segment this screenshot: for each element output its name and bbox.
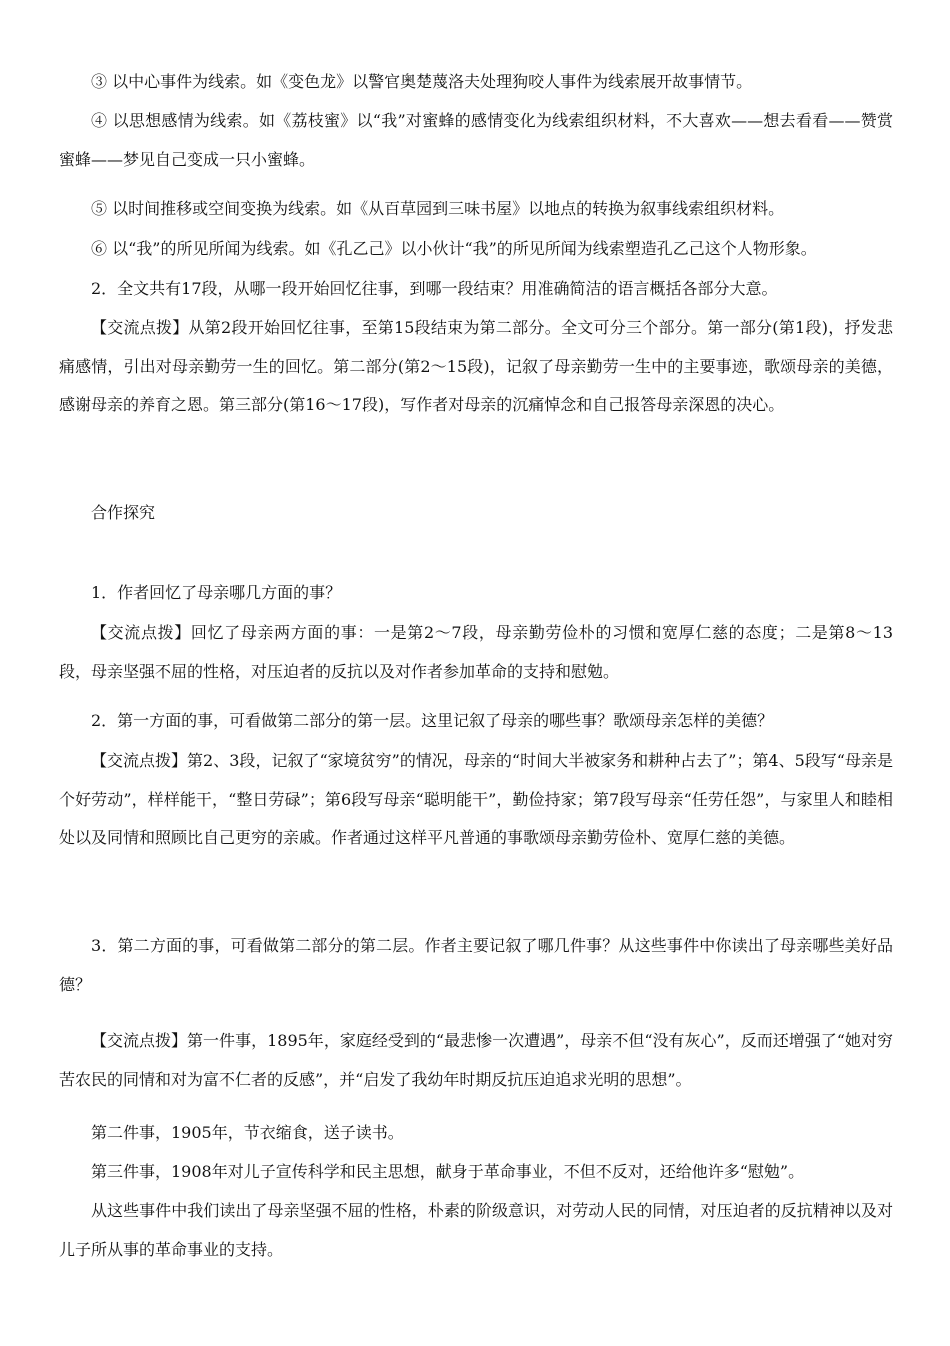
event-2: 第二件事，1905年，节衣缩食，送子读书。 bbox=[91, 1123, 404, 1142]
conclusion: 从这些事件中我们读出了母亲坚强不屈的性格，朴素的阶级意识，对劳动人民的同情，对压迫者的反抗精神以及对儿子所从事的革命事业的支持。 bbox=[59, 1201, 893, 1259]
question-3: 3．第二方面的事，可看做第二部分的第二层。作者主要记叙了哪几件事？从这些事件中你读出了母亲哪些美好品德？ bbox=[59, 936, 893, 994]
clue-item-4: ④ 以思想感情为线索。如《荔枝蜜》以“我”对蜜蜂的感情变化为线索组织材料，不大喜欢——想去看看——赞赏蜜蜂——梦见自己变成一只小蜜蜂。 bbox=[59, 111, 893, 169]
question-2: 2．全文共有17段，从哪一段开始回忆往事，到哪一段结束？用准确简洁的语言概括各部分大意。 bbox=[91, 279, 778, 298]
answer-1: 【交流点拨】回忆了母亲两方面的事：一是第2～7段，母亲勤劳俭朴的习惯和宽厚仁慈的态度；二是第8～13段，母亲坚强不屈的性格，对压迫者的反抗以及对作者参加革命的支持和慰勉。 bbox=[59, 623, 893, 681]
clue-item-3: ③ 以中心事件为线索。如《变色龙》以警官奥楚蔑洛夫处理狗咬人事件为线索展开故事情节。 bbox=[91, 72, 753, 91]
question-1: 1．作者回忆了母亲哪几方面的事？ bbox=[91, 583, 342, 602]
answer-3: 【交流点拨】第一件事，1895年，家庭经受到的“最悲惨一次遭遇”，母亲不但“没有灰心”，反而还增强了“她对穷苦农民的同情和对为富不仁者的反感”，并“启发了我幼年时期反抗压迫追求光明的思想”。 bbox=[59, 1031, 893, 1089]
event-3: 第三件事，1908年对儿子宣传科学和民主思想，献身于革命事业，不但不反对，还给他许多“慰勉”。 bbox=[91, 1162, 805, 1181]
section-heading: 合作探究 bbox=[91, 503, 156, 522]
question-2b: 2．第一方面的事，可看做第二部分的第一层。这里记叙了母亲的哪些事？歌颂母亲怎样的美德？ bbox=[91, 711, 774, 730]
clue-item-6: ⑥ 以“我”的所见所闻为线索。如《孔乙己》以小伙计“我”的所见所闻为线索塑造孔乙己这个人物形象。 bbox=[91, 239, 817, 258]
answer-2: 【交流点拨】从第2段开始回忆往事，至第15段结束为第二部分。全文可分三个部分。第一部分(第1段)，抒发悲痛感情，引出对母亲勤劳一生的回忆。第二部分(第2～15段)，记叙了母亲勤劳一生中的主要事迹，歌颂母亲的美德，感谢母亲的养育之恩。第三部分(第16～17段)，写作者对母亲的沉痛悼念和自己报答母亲深恩的决心。 bbox=[59, 318, 893, 414]
clue-item-5: ⑤ 以时间推移或空间变换为线索。如《从百草园到三味书屋》以地点的转换为叙事线索组织材料。 bbox=[91, 199, 785, 218]
answer-2b: 【交流点拨】第2、3段，记叙了“家境贫穷”的情况，母亲的“时间大半被家务和耕种占去了”；第4、5段写“母亲是个好劳动”，样样能干，“整日劳碌”；第6段写母亲“聪明能干”，勤俭持家；第7段写母亲“任劳任怨”，与家里人和睦相处以及同情和照顾比自己更穷的亲戚。作者通过这样平凡普通的事歌颂母亲勤劳俭朴、宽厚仁慈的美德。 bbox=[59, 751, 893, 847]
